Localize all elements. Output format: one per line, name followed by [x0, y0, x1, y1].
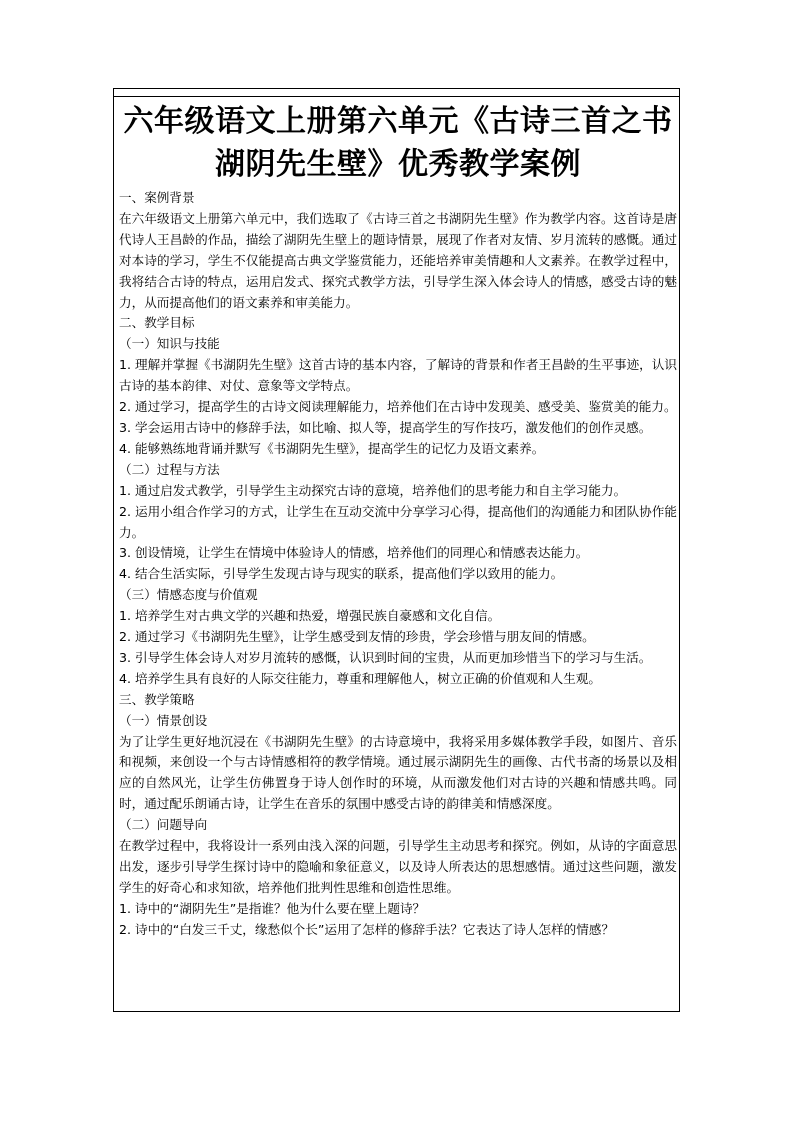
list-item: 1. 诗中的“湖阴先生”是指谁？他为什么要在壁上题诗？ [119, 900, 426, 916]
list-item: 4. 培养学生具有良好的人际交往能力，尊重和理解他人，树立正确的价值观和人生观。 [119, 670, 601, 686]
list-item: 4. 能够熟练地背诵并默写《书湖阴先生壁》，提高学生的记忆力及语文素养。 [119, 440, 545, 456]
list-item: 2. 运用小组合作学习的方式，让学生在互动交流中分享学习心得，提高他们的沟通能力和团队协作能力。 [119, 503, 677, 540]
subheading-process-methods: （二）过程与方法 [119, 461, 220, 477]
subheading-scenario: （一）情景创设 [119, 712, 208, 728]
subheading-knowledge-skills: （一）知识与技能 [119, 336, 220, 352]
list-item: 3. 引导学生体会诗人对岁月流转的感慨，认识到时间的宝贵，从而更加珍惜当下的学习与生活。 [119, 649, 652, 665]
list-item: 2. 诗中的“白发三千丈，缘愁似个长”运用了怎样的修辞手法？它表达了诗人怎样的情感？ [119, 921, 615, 937]
document-body [119, 100, 677, 941]
list-item: 2. 通过学习《书湖阴先生壁》，让学生感受到友情的珍贵，学会珍惜与朋友间的情感。 [119, 629, 595, 645]
list-item: 1. 通过启发式教学，引导学生主动探究古诗的意境，培养他们的思考能力和自主学习能力。 [119, 482, 627, 498]
list-item: 2. 通过学习，提高学生的古诗文阅读理解能力，培养他们在古诗中发现美、感受美、鉴赏美的能力。 [119, 399, 677, 415]
subheading-emotion-values: （三）情感态度与价值观 [119, 587, 258, 603]
section-heading-strategy: 三、教学策略 [119, 691, 195, 707]
scenario-paragraph: 为了让学生更好地沉浸在《书湖阴先生壁》的古诗意境中，我将采用多媒体教学手段，如图片、音乐和视频，来创设一个与古诗情感相符的教学情境。通过展示湖阴先生的画像、古代书斋的场景以及相应的自然风光，让学生仿佛置身于诗人创作时的环境，从而激发他们对古诗的兴趣和情感共鸣。同时，通过配乐朗诵古诗，让学生在音乐的氛围中感受古诗的韵律美和情感深度。 [119, 733, 677, 812]
section-heading-goals: 二、教学目标 [119, 315, 195, 331]
document-title: 六年级语文上册第六单元《古诗三首之书湖阴先生壁》优秀教学案例 [123, 104, 673, 182]
list-item: 3. 学会运用古诗中的修辞手法，如比喻、拟人等，提高学生的写作技巧，激发他们的创作灵感。 [119, 419, 652, 435]
list-item: 4. 结合生活实际，引导学生发现古诗与现实的联系，提高他们学以致用的能力。 [119, 566, 564, 582]
document-top-rule [113, 96, 680, 97]
section-heading-background: 一、案例背景 [119, 190, 195, 205]
questions-paragraph: 在教学过程中，我将设计一系列由浅入深的问题，引导学生主动思考和探究。例如，从诗的字面意思出发，逐步引导学生探讨诗中的隐喻和象征意义，以及诗人所表达的思想感情。通过这些问题，激发学生的好奇心和求知欲，培养他们批判性思维和创造性思维。 [119, 838, 677, 895]
background-paragraph: 在六年级语文上册第六单元中，我们选取了《古诗三首之书湖阴先生壁》作为教学内容。这首诗是唐代诗人王昌龄的作品，描绘了湖阴先生壁上的题诗情景，展现了作者对友情、岁月流转的感慨。通过对本诗的学习，学生不仅能提高古典文学鉴赏能力，还能培养审美情趣和人文素养。在教学过程中，我将结合古诗的特点，运用启发式、探究式教学方法，引导学生深入体会诗人的情感，感受古诗的魅力，从而提高他们的语文素养和审美能力。 [119, 210, 677, 310]
subheading-questions: （二）问题导向 [119, 817, 208, 833]
list-item: 1. 培养学生对古典文学的兴趣和热爱，增强民族自豪感和文化自信。 [119, 608, 501, 624]
list-item: 3. 创设情境，让学生在情境中体验诗人的情感，培养他们的同理心和情感表达能力。 [119, 545, 589, 561]
list-item: 1. 理解并掌握《书湖阴先生壁》这首古诗的基本内容，了解诗的背景和作者王昌龄的生平事迹，认识古诗的基本韵律、对仗、意象等文学特点。 [119, 357, 677, 394]
